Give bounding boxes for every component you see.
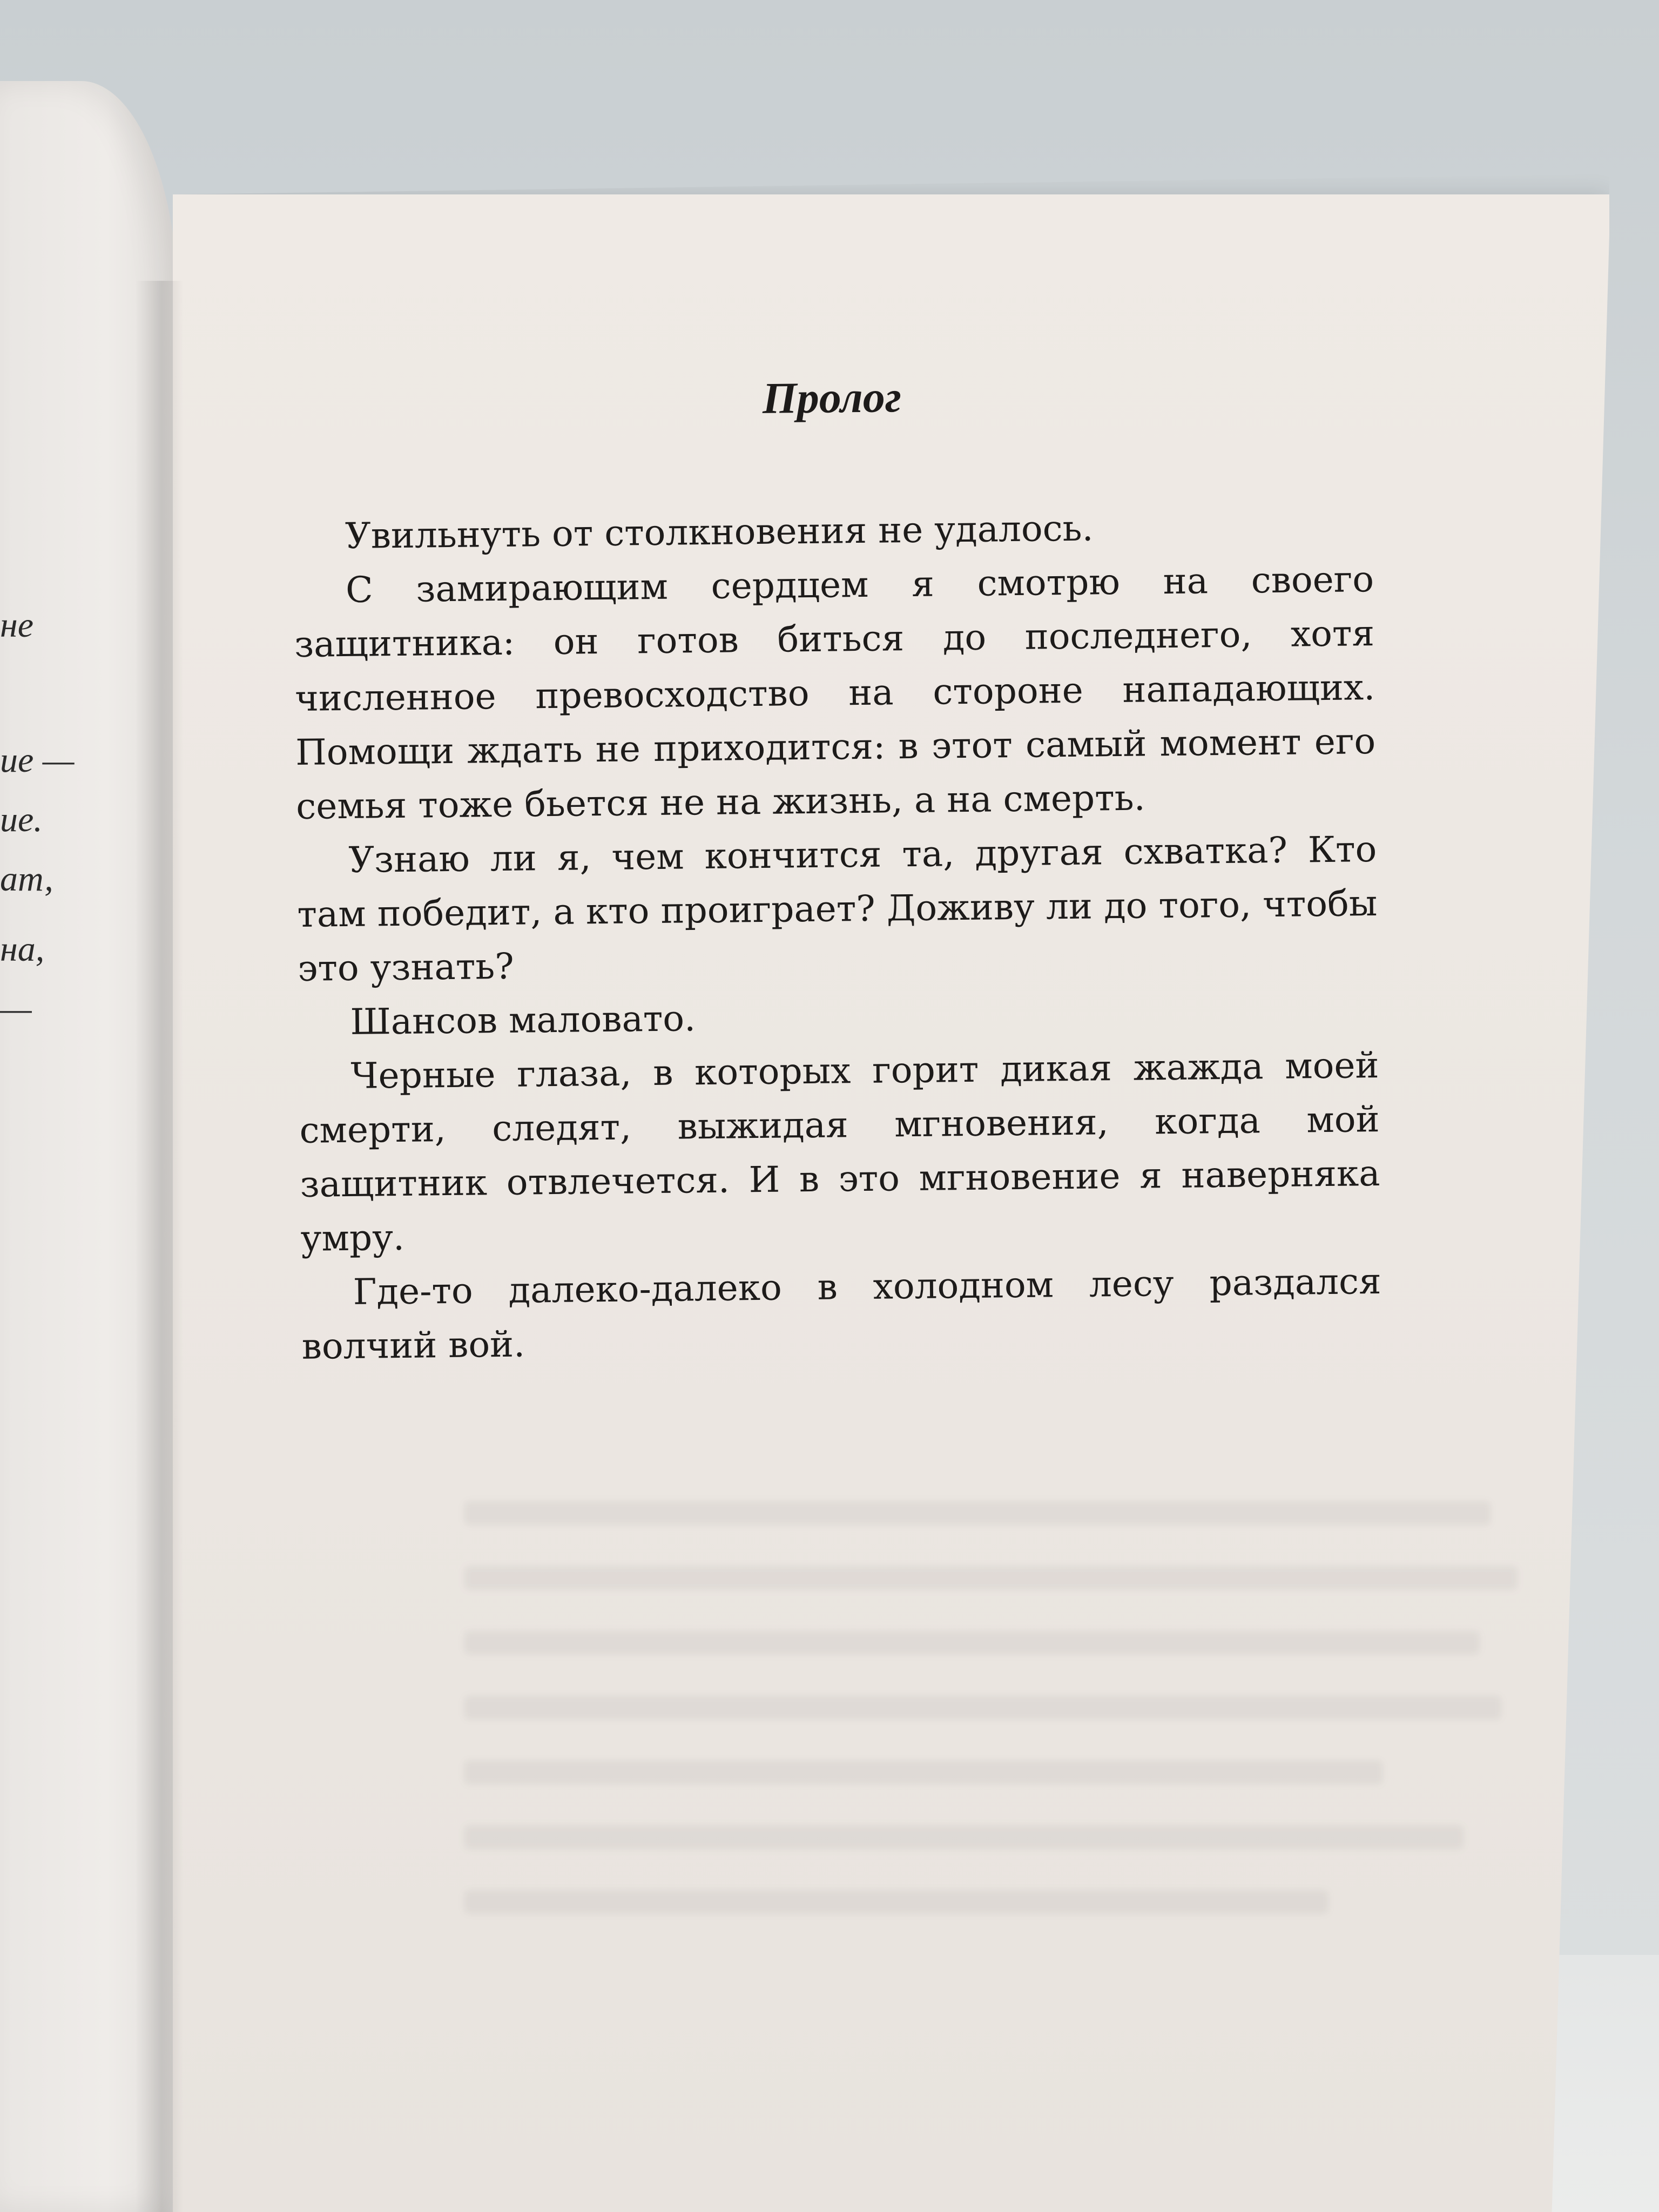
left-page-line-fragment: ат, <box>0 859 53 899</box>
paragraph: Увильнуть от столкновения не удалось. <box>345 507 1094 557</box>
bleed-through-line <box>464 1761 1382 1784</box>
page-gutter-shadow <box>135 281 184 2212</box>
left-page-line-fragment: ие — <box>0 740 75 780</box>
left-page-line-fragment: — <box>0 989 32 1028</box>
page-text-block <box>292 367 1382 1374</box>
bleed-through-line <box>464 1696 1501 1719</box>
paragraph: Где-то далеко-далеко в холодном лесу раздался волчий вой. <box>301 1260 1382 1367</box>
bleed-through-line <box>464 1890 1328 1914</box>
bleed-through-line <box>464 1566 1518 1590</box>
chapter-title: Пролог <box>762 372 902 423</box>
bleed-through-line <box>464 1825 1464 1849</box>
left-page-line-fragment: ие. <box>0 800 43 839</box>
paragraph: Шансов маловато. <box>350 997 696 1043</box>
left-page-line-fragment: на, <box>0 929 45 969</box>
bleed-through-line <box>464 1631 1480 1655</box>
paragraph: Черные глаза, в которых горит дикая жажда моей смерти, следят, выжидая мгновения, когда мой защитник отвлечется. И в это мгновение я наверняка умру. <box>299 1044 1380 1259</box>
left-page-line-fragment: не <box>0 605 34 645</box>
paragraph: Узнаю ли я, чем кончится та, другая схватка? Кто там победит, а кто проиграет? Доживу ли до того, чтобы это узнать? <box>297 828 1378 989</box>
bleed-through-line <box>464 1501 1491 1525</box>
paragraph: С замирающим сердцем я смотрю на своего защитника: он готов биться до последнего, хотя численное превосходство на стороне нападающих. Помощи ждать не приходится: в этот самый момент его семья тоже бьется не на жизнь, а на смерть. <box>294 558 1376 827</box>
